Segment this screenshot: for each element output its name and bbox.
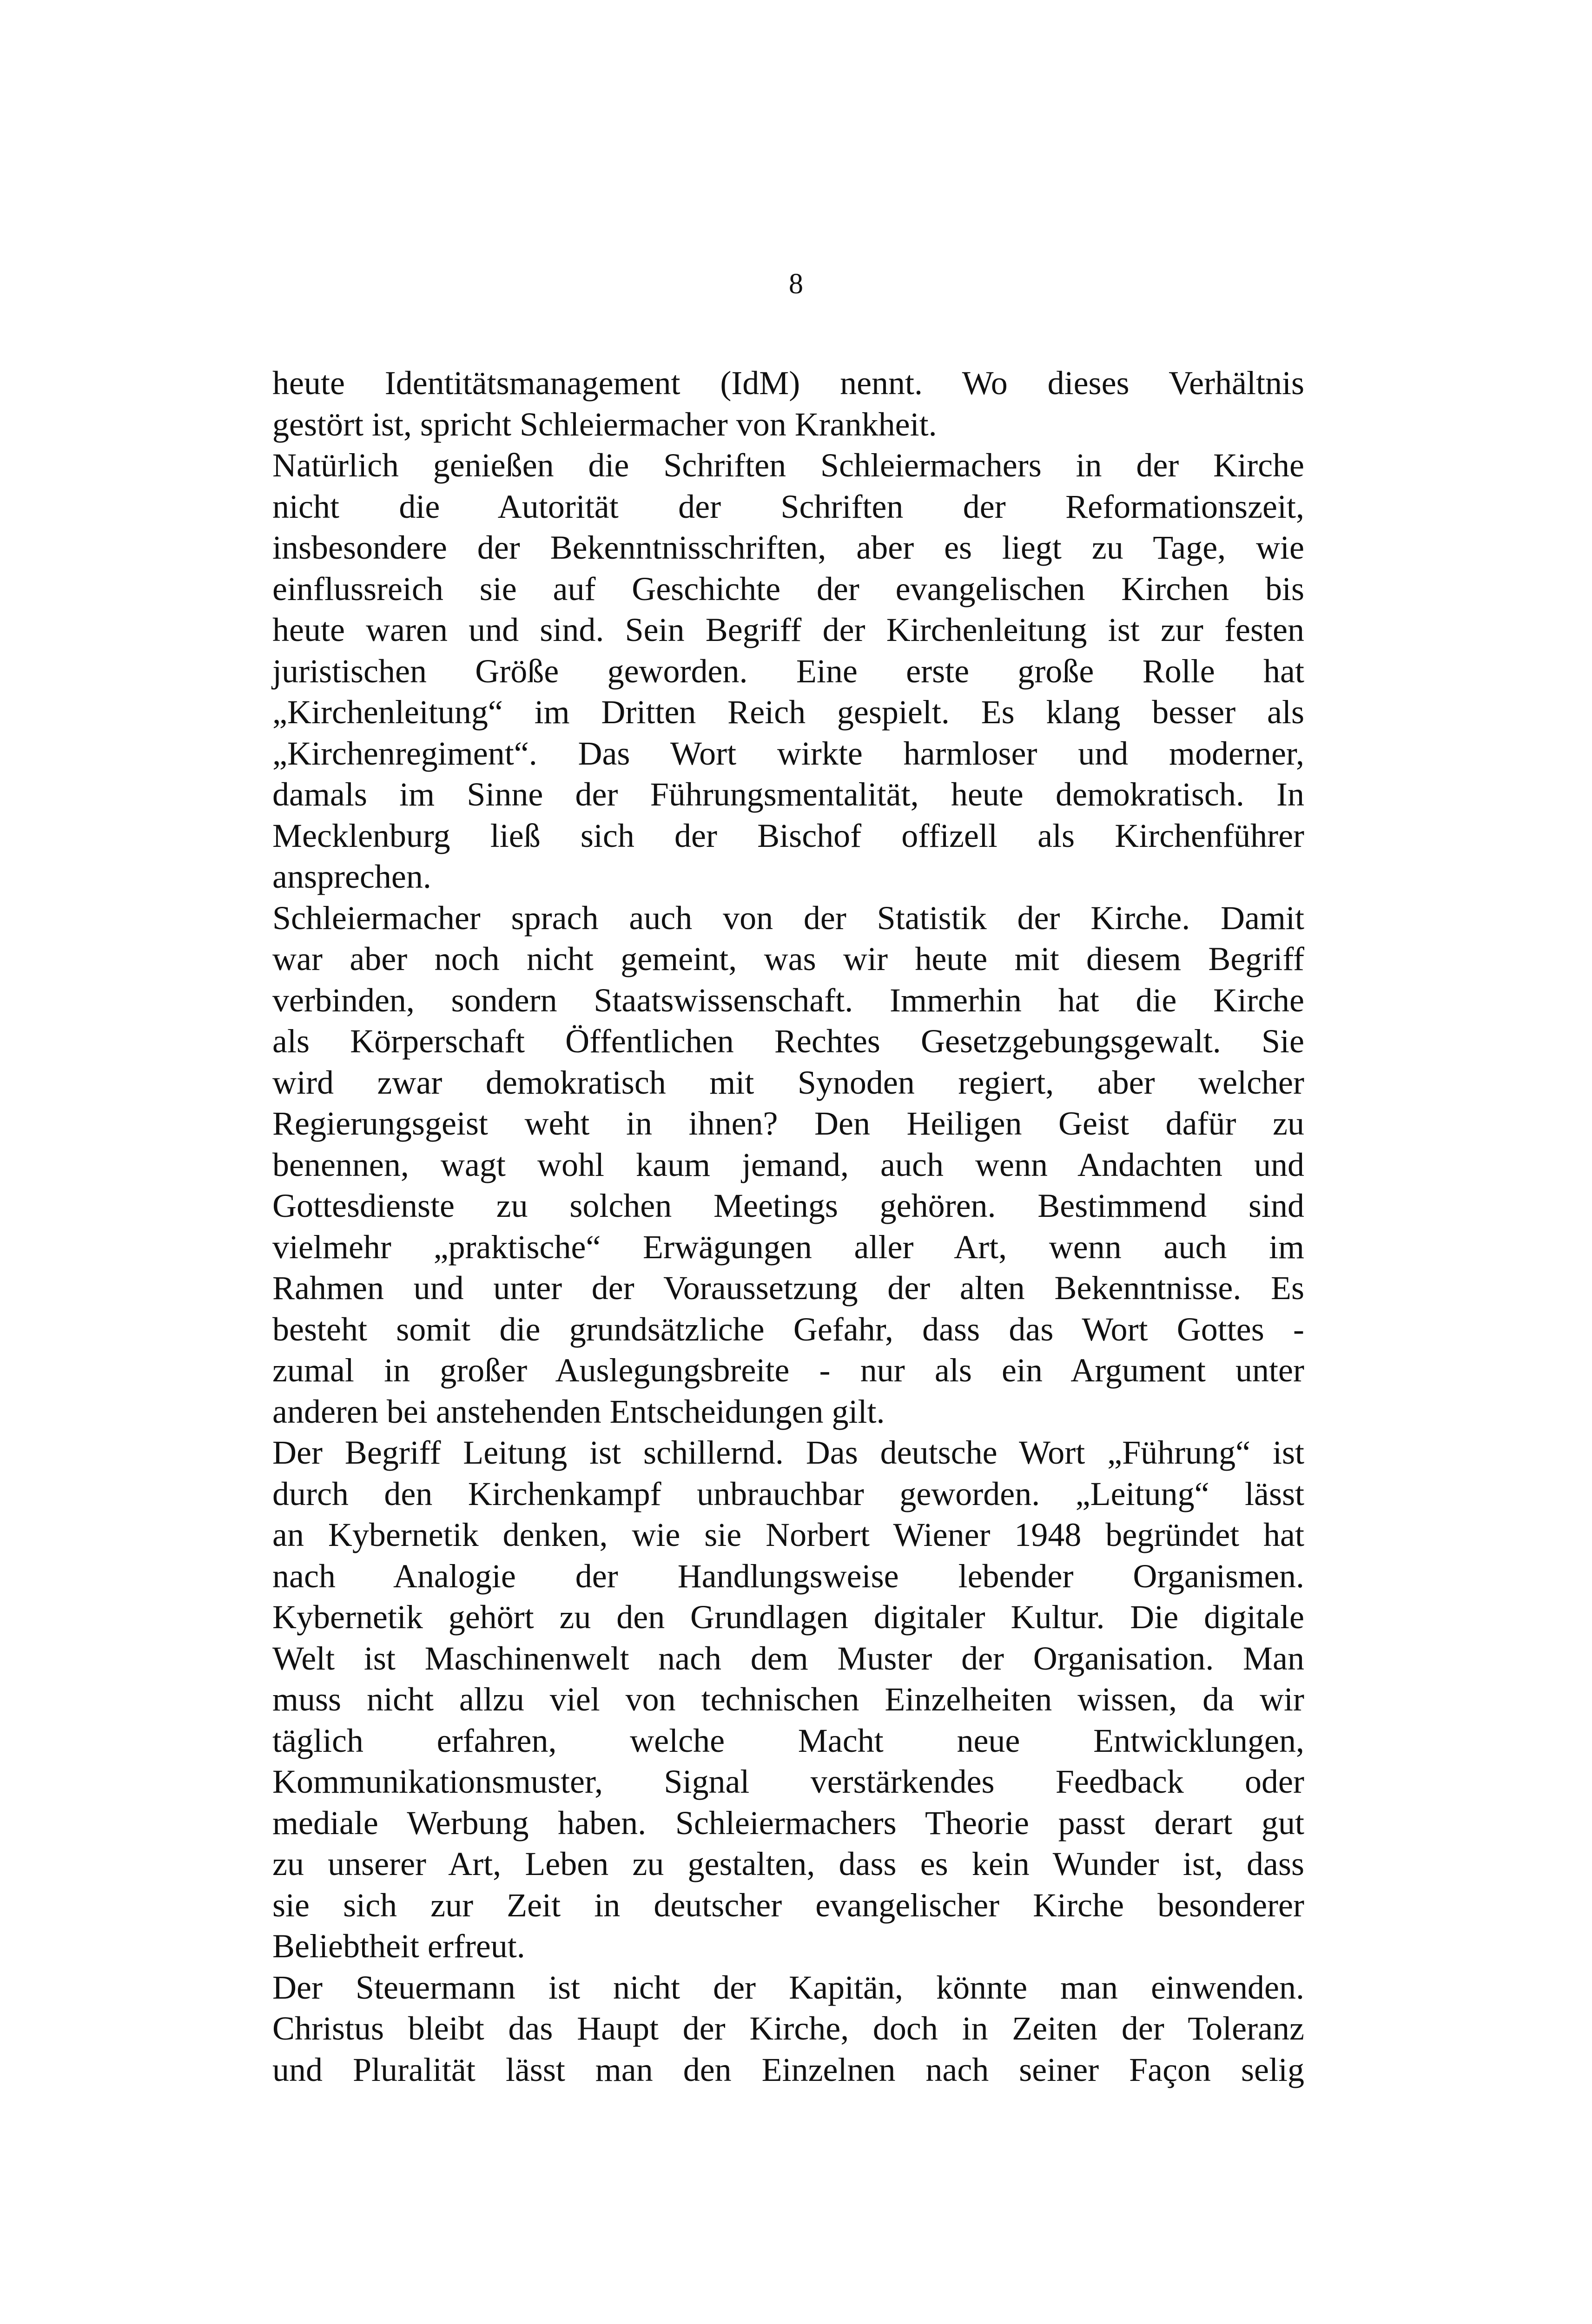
text-line: heute Identitätsmanagement (IdM) nennt. Wo dieses Verhältnis bbox=[272, 364, 1304, 402]
text-line: Kommunikationsmuster, Signal verstärkendes Feedback oder bbox=[272, 1763, 1304, 1800]
text-line: Natürlich genießen die Schriften Schleiermachers in der Kirche bbox=[272, 447, 1304, 484]
paragraph-5 bbox=[272, 1967, 1304, 2091]
paragraph-1 bbox=[272, 363, 1304, 445]
paragraph-2 bbox=[272, 445, 1304, 898]
text-line: sie sich zur Zeit in deutscher evangelischer Kirche besonderer bbox=[272, 1886, 1304, 1924]
text-line: durch den Kirchenkampf unbrauchbar geworden. „Leitung“ lässt bbox=[272, 1475, 1304, 1512]
text-line: gestört ist, spricht Schleiermacher von Krankheit. bbox=[272, 405, 937, 443]
page-number: 8 bbox=[789, 268, 803, 300]
text-line: Welt ist Maschinenwelt nach dem Muster der Organisation. Man bbox=[272, 1639, 1304, 1677]
text-line: verbinden, sondern Staatswissenschaft. Immerhin hat die Kirche bbox=[272, 981, 1304, 1019]
paragraph-4 bbox=[272, 1432, 1304, 1967]
text-line: Regierungsgeist weht in ihnen? Den Heiligen Geist dafür zu bbox=[272, 1105, 1304, 1142]
text-line: war aber noch nicht gemeint, was wir heute mit diesem Begriff bbox=[272, 940, 1304, 977]
text-line: Rahmen und unter der Voraussetzung der alten Bekenntnisse. Es bbox=[272, 1269, 1304, 1307]
text-line: „Kirchenleitung“ im Dritten Reich gespielt. Es klang besser als bbox=[272, 693, 1304, 731]
text-line: „Kirchenregiment“. Das Wort wirkte harmloser und moderner, bbox=[272, 734, 1304, 772]
text-line: juristischen Größe geworden. Eine erste große Rolle hat bbox=[272, 652, 1304, 690]
text-line: damals im Sinne der Führungsmentalität, heute demokratisch. In bbox=[272, 776, 1304, 813]
text-line: Gottesdienste zu solchen Meetings gehören. Bestimmend sind bbox=[272, 1187, 1304, 1224]
text-line: heute waren und sind. Sein Begriff der Kirchenleitung ist zur festen bbox=[272, 611, 1304, 648]
text-line: muss nicht allzu viel von technischen Einzelheiten wissen, da wir bbox=[272, 1681, 1304, 1718]
text-line: zumal in großer Auslegungsbreite - nur als ein Argument unter bbox=[272, 1352, 1304, 1389]
text-line: besteht somit die grundsätzliche Gefahr, dass das Wort Gottes - bbox=[272, 1310, 1304, 1348]
text-line: Der Steuermann ist nicht der Kapitän, könnte man einwenden. bbox=[272, 1968, 1304, 2006]
text-line: nach Analogie der Handlungsweise lebender Organismen. bbox=[272, 1557, 1304, 1595]
text-line: mediale Werbung haben. Schleiermachers Theorie passt derart gut bbox=[272, 1804, 1304, 1842]
body-text bbox=[272, 363, 1304, 2090]
text-line: Beliebtheit erfreut. bbox=[272, 1928, 525, 1965]
text-line: zu unserer Art, Leben zu gestalten, dass es kein Wunder ist, dass bbox=[272, 1845, 1304, 1882]
text-line: anderen bei anstehenden Entscheidungen gilt. bbox=[272, 1393, 885, 1430]
text-line: insbesondere der Bekenntnisschriften, aber es liegt zu Tage, wie bbox=[272, 529, 1304, 566]
text-line: als Körperschaft Öffentlichen Rechtes Gesetzgebungsgewalt. Sie bbox=[272, 1023, 1304, 1060]
text-line: Christus bleibt das Haupt der Kirche, doch in Zeiten der Toleranz bbox=[272, 2010, 1304, 2047]
text-line: vielmehr „praktische“ Erwägungen aller Art, wenn auch im bbox=[272, 1228, 1304, 1266]
text-line: Der Begriff Leitung ist schillernd. Das deutsche Wort „Führung“ ist bbox=[272, 1434, 1304, 1471]
text-line: Mecklenburg ließ sich der Bischof offizell als Kirchenführer bbox=[272, 817, 1304, 854]
text-line: nicht die Autorität der Schriften der Reformationszeit, bbox=[272, 488, 1304, 525]
text-line: Schleiermacher sprach auch von der Statistik der Kirche. Damit bbox=[272, 899, 1304, 937]
paragraph-3 bbox=[272, 898, 1304, 1433]
text-line: einflussreich sie auf Geschichte der evangelischen Kirchen bis bbox=[272, 570, 1304, 607]
text-line: Kybernetik gehört zu den Grundlagen digitaler Kultur. Die digitale bbox=[272, 1598, 1304, 1636]
text-line: ansprechen. bbox=[272, 858, 431, 895]
text-line: an Kybernetik denken, wie sie Norbert Wiener 1948 begründet hat bbox=[272, 1516, 1304, 1553]
text-line: und Pluralität lässt man den Einzelnen nach seiner Façon selig bbox=[272, 2051, 1304, 2088]
text-line: täglich erfahren, welche Macht neue Entwicklungen, bbox=[272, 1722, 1304, 1759]
text-line: wird zwar demokratisch mit Synoden regiert, aber welcher bbox=[272, 1063, 1304, 1101]
text-line: benennen, wagt wohl kaum jemand, auch wenn Andachten und bbox=[272, 1146, 1304, 1183]
